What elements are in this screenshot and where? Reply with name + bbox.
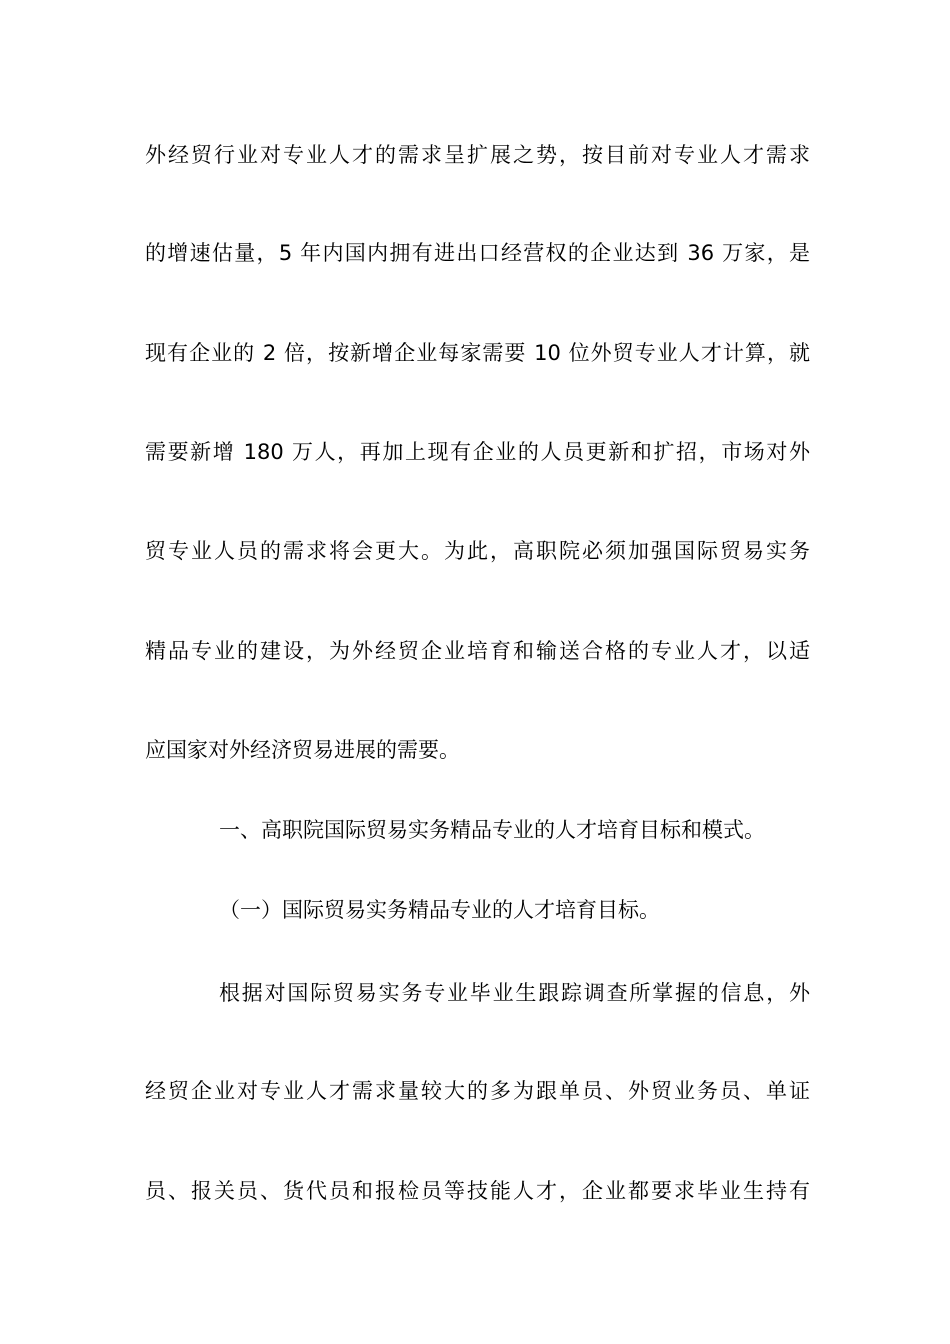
paragraph-1-line-2: 的增速估量，5 年内国内拥有进出口经营权的企业达到 36 万家，是 — [145, 241, 810, 265]
paragraph-1-line-4: 需要新增 180 万人，再加上现有企业的人员更新和扩招，市场对外 — [145, 440, 810, 464]
paragraph-1-line-5: 贸专业人员的需求将会更大。为此，高职院必须加强国际贸易实务 — [145, 539, 810, 563]
paragraph-1-line-1: 外经贸行业对专业人才的需求呈扩展之势，按目前对专业人才需求 — [145, 143, 810, 167]
paragraph-1-line-3: 现有企业的 2 倍，按新增企业每家需要 10 位外贸专业人才计算，就 — [145, 341, 810, 365]
paragraph-2-line-2: 经贸企业对专业人才需求量较大的多为跟单员、外贸业务员、单证 — [145, 1079, 810, 1103]
subsection-heading: （一）国际贸易实务精品专业的人才培育目标。 — [219, 898, 660, 922]
section-heading: 一、高职院国际贸易实务精品专业的人才培育目标和模式。 — [219, 818, 765, 842]
paragraph-1-line-6: 精品专业的建设，为外经贸企业培育和输送合格的专业人才，以适 — [145, 639, 810, 663]
paragraph-2-line-1: 根据对国际贸易实务专业毕业生跟踪调查所掌握的信息，外 — [219, 981, 810, 1005]
paragraph-1-line-7: 应国家对外经济贸易进展的需要。 — [145, 738, 460, 762]
paragraph-2-line-3: 员、报关员、货代员和报检员等技能人才，企业都要求毕业生持有 — [145, 1179, 810, 1203]
